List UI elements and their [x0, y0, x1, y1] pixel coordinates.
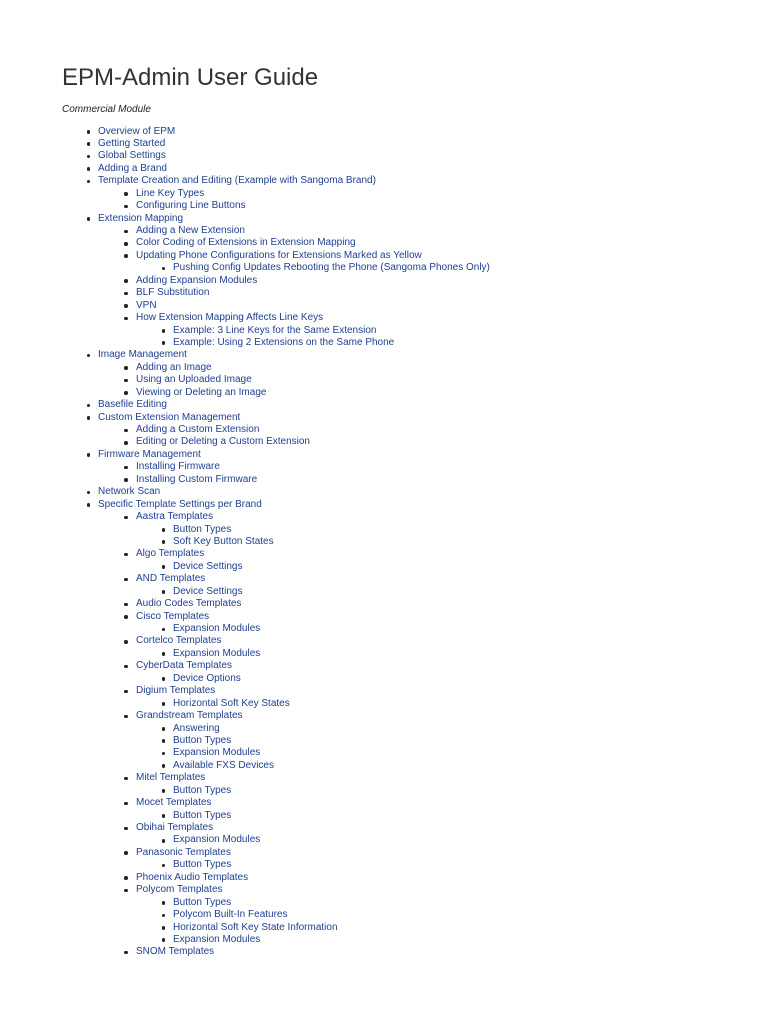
toc-item	[0, 325, 768, 337]
bullet-icon	[124, 690, 128, 694]
toc-item	[0, 337, 768, 349]
toc-link[interactable]: CyberData Templates	[136, 660, 232, 672]
toc-item	[0, 623, 768, 635]
toc-item	[0, 635, 768, 647]
toc-item	[0, 312, 768, 324]
bullet-icon	[124, 603, 128, 607]
bullet-icon	[124, 516, 128, 520]
bullet-icon	[162, 764, 166, 768]
bullet-icon	[124, 665, 128, 669]
bullet-icon	[162, 628, 166, 632]
toc-link[interactable]: Button Types	[173, 896, 232, 908]
bullet-icon	[162, 329, 166, 333]
toc-item	[0, 387, 768, 399]
bullet-icon	[87, 491, 91, 495]
toc-item	[0, 499, 768, 511]
toc-link[interactable]: Grandstream Templates	[136, 710, 243, 722]
toc-item	[0, 698, 768, 710]
toc-link[interactable]: AND Templates	[136, 573, 206, 585]
toc-link[interactable]: Cortelco Templates	[136, 635, 222, 647]
bullet-icon	[162, 528, 166, 532]
toc-link[interactable]: Soft Key Button States	[173, 535, 274, 547]
toc-link[interactable]: Expansion Modules	[173, 834, 261, 846]
toc-link[interactable]: Expansion Modules	[173, 623, 261, 634]
toc-link[interactable]: Basefile Editing	[98, 399, 167, 411]
toc-link[interactable]: Overview of EPM	[98, 125, 176, 137]
bullet-icon	[124, 279, 128, 283]
toc-item	[0, 797, 768, 809]
bullet-icon	[124, 640, 128, 644]
toc-item	[0, 611, 768, 623]
toc-item	[0, 859, 768, 871]
toc-item	[0, 188, 768, 200]
toc-link[interactable]: Device Options	[173, 672, 241, 684]
bullet-icon	[162, 677, 166, 681]
page-subtitle: Commercial Module	[62, 104, 151, 115]
toc-item	[0, 474, 768, 486]
bullet-icon	[124, 889, 128, 893]
bullet-icon	[87, 155, 91, 159]
bullet-icon	[124, 254, 128, 258]
bullet-icon	[162, 814, 166, 818]
bullet-icon	[124, 292, 128, 296]
bullet-icon	[124, 391, 128, 395]
toc-link[interactable]: Custom Extension Management	[98, 411, 241, 423]
bullet-icon	[162, 652, 166, 656]
toc-item	[0, 213, 768, 225]
toc-item	[0, 163, 768, 175]
toc-item	[0, 150, 768, 162]
toc-item	[0, 884, 768, 896]
toc-link[interactable]: Getting Started	[98, 137, 166, 149]
toc-link[interactable]: Panasonic Templates	[136, 846, 231, 858]
toc-item	[0, 747, 768, 759]
toc-link[interactable]: Firmware Management	[98, 448, 201, 460]
toc-item	[0, 225, 768, 237]
toc-link[interactable]: Viewing or Deleting an Image	[136, 386, 267, 398]
bullet-icon	[124, 951, 128, 955]
toc-link[interactable]: Button Types	[173, 809, 232, 821]
bullet-icon	[124, 466, 128, 470]
toc-link[interactable]: BLF Substitution	[136, 287, 210, 299]
toc-link[interactable]: Configuring Line Buttons	[136, 200, 246, 212]
bullet-icon	[162, 702, 166, 706]
bullet-icon	[162, 727, 166, 731]
toc-link[interactable]: Network Scan	[98, 486, 161, 498]
bullet-icon	[124, 230, 128, 234]
bullet-icon	[87, 130, 91, 134]
toc-link[interactable]: Editing or Deleting a Custom Extension	[136, 436, 310, 448]
toc-link[interactable]: Available FXS Devices	[173, 759, 274, 771]
bullet-icon	[124, 304, 128, 308]
bullet-icon	[124, 429, 128, 433]
toc-item	[0, 250, 768, 262]
toc-item	[0, 461, 768, 473]
toc-item	[0, 300, 768, 312]
bullet-icon	[162, 901, 166, 905]
toc-link[interactable]: Pushing Config Updates Rebooting the Phone (Sangoma Phones Only)	[173, 262, 490, 274]
toc-link[interactable]: Algo Templates	[136, 548, 205, 560]
toc-link[interactable]: Expansion Modules	[173, 647, 261, 659]
toc-item	[0, 287, 768, 299]
toc-link[interactable]: Aastra Templates	[136, 511, 214, 523]
toc-link[interactable]: Installing Custom Firmware	[136, 473, 258, 485]
toc-link[interactable]: Adding a Brand	[98, 162, 167, 174]
toc-item	[0, 262, 768, 274]
toc-link[interactable]: Template Creation and Editing (Example with Sangoma Brand)	[98, 175, 376, 187]
toc-item	[0, 511, 768, 523]
toc-link[interactable]: Updating Phone Configurations for Extensions Marked as Yellow	[136, 249, 422, 261]
toc-item	[0, 897, 768, 909]
toc-link[interactable]: Button Types	[173, 859, 232, 871]
toc-link[interactable]: Adding Expansion Modules	[136, 274, 258, 286]
toc-item	[0, 922, 768, 934]
toc-link[interactable]: SNOM Templates	[136, 946, 215, 958]
toc-item	[0, 436, 768, 448]
bullet-icon	[162, 938, 166, 942]
bullet-icon	[124, 802, 128, 806]
bullet-icon	[87, 503, 91, 507]
bullet-icon	[124, 366, 128, 370]
toc-item	[0, 785, 768, 797]
toc-item	[0, 710, 768, 722]
toc-item	[0, 760, 768, 772]
bullet-icon	[162, 565, 166, 569]
bullet-icon	[162, 341, 166, 345]
toc-item	[0, 673, 768, 685]
toc-item	[0, 946, 768, 958]
toc-link[interactable]: Button Types	[173, 784, 232, 796]
toc-link[interactable]: Polycom Built-In Features	[173, 909, 288, 921]
toc-item	[0, 524, 768, 536]
bullet-icon	[162, 267, 166, 271]
toc-link[interactable]: Mitel Templates	[136, 772, 206, 784]
toc-link[interactable]: Digium Templates	[136, 685, 216, 697]
bullet-icon	[124, 827, 128, 831]
toc-link[interactable]: Audio Codes Templates	[136, 598, 242, 610]
toc-link[interactable]: Extension Mapping	[98, 212, 184, 224]
toc-link[interactable]: Adding a Custom Extension	[136, 424, 260, 435]
toc-link[interactable]: Example: Using 2 Extensions on the Same Phone	[173, 336, 395, 348]
bullet-icon	[124, 205, 128, 209]
toc-link[interactable]: Button Types	[173, 523, 232, 535]
bullet-icon	[87, 180, 91, 184]
toc-link[interactable]: How Extension Mapping Affects Line Keys	[136, 312, 324, 324]
bullet-icon	[124, 615, 128, 619]
toc-item	[0, 660, 768, 672]
toc-item	[0, 685, 768, 697]
bullet-icon	[124, 876, 128, 880]
toc-item	[0, 374, 768, 386]
toc-item	[0, 934, 768, 946]
toc-item	[0, 648, 768, 660]
toc-item	[0, 349, 768, 361]
toc-link[interactable]: Using an Uploaded Image	[136, 374, 252, 386]
bullet-icon	[87, 453, 91, 457]
toc-link[interactable]: Expansion Modules	[173, 933, 261, 945]
toc-item	[0, 909, 768, 921]
toc-link[interactable]: Answering	[173, 722, 220, 734]
toc-link[interactable]: Button Types	[173, 734, 232, 746]
toc-item	[0, 412, 768, 424]
toc-item	[0, 735, 768, 747]
bullet-icon	[124, 242, 128, 246]
toc-link[interactable]: Device Settings	[173, 585, 243, 597]
bullet-icon	[124, 553, 128, 557]
toc-link[interactable]: Global Settings	[98, 150, 166, 162]
bullet-icon	[162, 752, 166, 756]
toc-item	[0, 237, 768, 249]
toc-item	[0, 772, 768, 784]
toc-item	[0, 486, 768, 498]
bullet-icon	[87, 142, 91, 146]
bullet-icon	[87, 167, 91, 171]
table-of-contents	[0, 126, 768, 959]
bullet-icon	[124, 715, 128, 719]
toc-item	[0, 872, 768, 884]
toc-link[interactable]: Line Key Types	[136, 187, 205, 199]
toc-link[interactable]: VPN	[136, 299, 157, 311]
toc-link[interactable]: Cisco Templates	[136, 610, 210, 622]
toc-link[interactable]: Adding a New Extension	[136, 225, 245, 236]
bullet-icon	[162, 739, 166, 743]
toc-link[interactable]: Expansion Modules	[173, 747, 261, 759]
toc-item	[0, 275, 768, 287]
toc-item	[0, 424, 768, 436]
bullet-icon	[162, 590, 166, 594]
bullet-icon	[87, 354, 91, 358]
bullet-icon	[162, 789, 166, 793]
toc-link[interactable]: Specific Template Settings per Brand	[98, 498, 262, 510]
bullet-icon	[124, 192, 128, 196]
toc-link[interactable]: Example: 3 Line Keys for the Same Extension	[173, 324, 377, 336]
toc-item	[0, 847, 768, 859]
bullet-icon	[162, 926, 166, 930]
toc-item	[0, 598, 768, 610]
toc-item	[0, 126, 768, 138]
toc-item	[0, 822, 768, 834]
bullet-icon	[162, 540, 166, 544]
bullet-icon	[87, 404, 91, 408]
bullet-icon	[162, 914, 166, 918]
toc-item	[0, 399, 768, 411]
toc-item	[0, 200, 768, 212]
bullet-icon	[124, 851, 128, 855]
bullet-icon	[87, 217, 91, 221]
bullet-icon	[124, 317, 128, 321]
toc-item	[0, 138, 768, 150]
toc-item	[0, 175, 768, 187]
bullet-icon	[124, 379, 128, 383]
toc-item	[0, 548, 768, 560]
toc-item	[0, 449, 768, 461]
toc-item	[0, 573, 768, 585]
toc-link[interactable]: Adding an Image	[136, 361, 212, 373]
toc-item	[0, 834, 768, 846]
bullet-icon	[124, 777, 128, 781]
toc-item	[0, 723, 768, 735]
toc-link[interactable]: Polycom Templates	[136, 884, 223, 896]
toc-link[interactable]: Phoenix Audio Templates	[136, 871, 249, 883]
toc-link[interactable]: Horizontal Soft Key States	[173, 697, 290, 709]
toc-link[interactable]: Mocet Templates	[136, 797, 212, 809]
bullet-icon	[124, 478, 128, 482]
toc-item	[0, 561, 768, 573]
toc-link[interactable]: Image Management	[98, 349, 187, 361]
bullet-icon	[124, 441, 128, 445]
toc-item	[0, 362, 768, 374]
bullet-icon	[162, 839, 166, 843]
toc-link[interactable]: Color Coding of Extensions in Extension Mapping	[136, 237, 356, 249]
bullet-icon	[87, 416, 91, 420]
toc-link[interactable]: Obihai Templates	[136, 822, 214, 833]
toc-item	[0, 536, 768, 548]
bullet-icon	[162, 864, 166, 868]
toc-link[interactable]: Device Settings	[173, 560, 243, 572]
toc-link[interactable]: Horizontal Soft Key State Information	[173, 921, 338, 933]
toc-link[interactable]: Installing Firmware	[136, 461, 220, 473]
page-title: EPM-Admin User Guide	[62, 64, 319, 91]
toc-item	[0, 586, 768, 598]
bullet-icon	[124, 578, 128, 582]
toc-item	[0, 810, 768, 822]
